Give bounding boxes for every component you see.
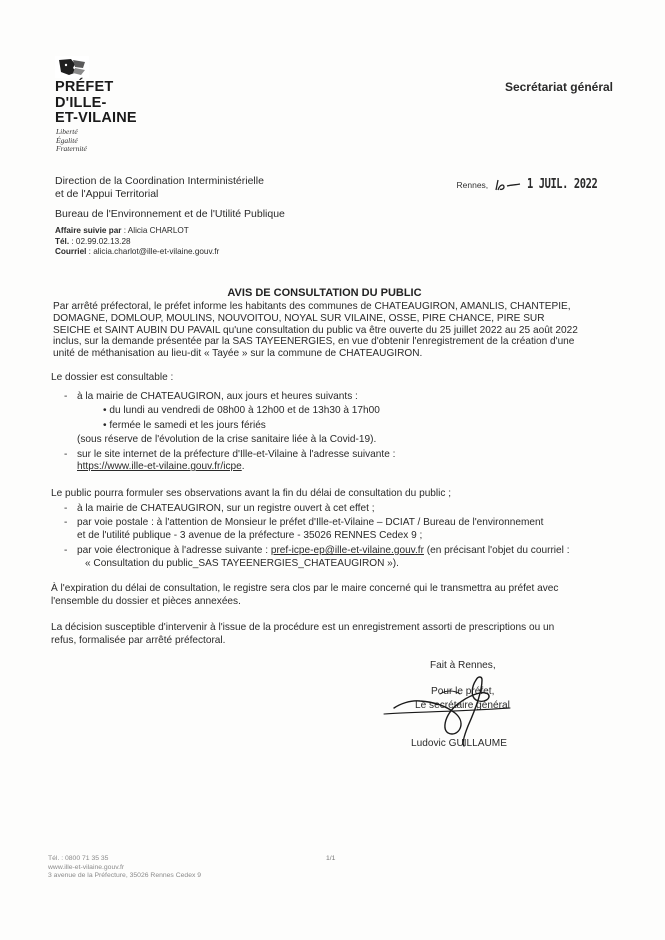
intro-line: DOMAGNE, DOMLOUP, MOULINS, NOUVOITOU, NOYAL SUR VILAINE, OSSE, PIRE CHANCE, PIRE SUR: [53, 312, 545, 324]
icpe-email-link[interactable]: pref-icpe-ep@ille-et-vilaine.gouv.fr: [270, 545, 424, 556]
motto-fraternite: Fraternité: [56, 144, 87, 153]
footer-line: www.ille-et-vilaine.gouv.fr: [48, 863, 125, 871]
dossier-mairie-item: - à la mairie de CHATEAUGIRON, aux jours et heures suivants :: [77, 391, 358, 403]
signatory-name: Ludovic GUILLAUME: [411, 738, 507, 749]
prefet-title-line: ET-VILAINE: [55, 110, 137, 126]
date-place: Rennes,: [456, 179, 489, 190]
motto-liberte: Liberté: [56, 127, 78, 136]
web-url-line: [77, 461, 245, 473]
obs-postale-address: et de l'utilité publique - 3 avenue de la préfecture - 35026 RENNES Cedex 9 ;: [77, 530, 423, 541]
notice-title-text: AVIS DE CONSULTATION DU PUBLIC: [227, 287, 422, 299]
secretaire-general-role: Le secrétaire général: [415, 700, 510, 711]
handwritten-le-icon: [493, 178, 523, 192]
obs-elec-prefix: par voie électronique à l'adresse suivante :: [77, 545, 271, 556]
secretariat-general: Secrétariat général: [504, 80, 613, 94]
contact-label: Affaire suivie par: [55, 226, 122, 235]
intro-line: unité de méthanisation au lieu-dit « Tayée » sur la commune de CHATEAUGIRON.: [53, 348, 423, 360]
intro-line: Par arrêté préfectoral, le préfet informe les habitants des communes de CHATEAUGIRON, AMANLIS, CHANTEPIE,: [53, 301, 571, 312]
obs-electronique-item: [77, 545, 570, 557]
intro-line: inclus, sur la demande présentée par la SAS TAYEENERGIES, en vue d'obtenir l'enregistrement de la création d'une: [53, 336, 575, 348]
dossier-web-item: - sur le site internet de la préfecture d'Ille-et-Vilaine à l'adresse suivante :: [77, 449, 395, 461]
date-stamp: 1 JUIL. 2022: [527, 177, 598, 193]
motto-egalite: Égalité: [56, 135, 78, 145]
decision-line: refus, formalisée par arrêté préfectoral.: [51, 635, 226, 646]
prefet-title-line: D'ILLE-: [55, 94, 107, 111]
public-heading: Le public pourra formuler ses observations avant la fin du délai de consultation du public ;: [51, 488, 452, 499]
date-line: [457, 176, 616, 194]
web-url-end: .: [241, 461, 245, 472]
prefet-title-line: PRÉFET: [55, 79, 114, 95]
contact-value: : alicia.charlot@ille-et-vilaine.gouv.fr: [86, 247, 220, 256]
contact-line-agent: [55, 226, 219, 237]
bureau-name: Bureau de l'Environnement et de l'Utilité Publique: [55, 208, 285, 220]
footer-line: 3 avenue de la Préfecture, 35026 Rennes Cedex 9: [48, 872, 202, 879]
footer-line: Tél. : 0800 71 35 35: [48, 855, 109, 862]
direction-line: Direction de la Coordination Interministérielle: [55, 175, 264, 187]
decision-line: La décision susceptible d'intervenir à l'issue de la procédure est un enregistrement assorti de prescriptions ou un: [51, 622, 555, 633]
notice-intro: [53, 301, 613, 360]
page-number: 1/1: [326, 855, 336, 862]
notice-title: [0, 287, 665, 299]
contact-block: [55, 226, 219, 258]
obs-elec-suffix: (en précisant l'objet du courriel :: [423, 545, 570, 556]
contact-label: Courriel: [55, 247, 87, 256]
obs-postale-item: - par voie postale : à l'attention de Monsieur le préfet d'Ille-et-Vilaine – DCIAT / Bureau de l'environnement: [77, 517, 543, 529]
footer-contact: [48, 855, 201, 881]
obs-registre-item: - à la mairie de CHATEAUGIRON, sur un registre ouvert à cet effet ;: [77, 503, 375, 515]
contact-label: Tél.: [55, 236, 70, 246]
contact-value: : Alicia CHARLOT: [121, 226, 189, 235]
contact-value: : 02.99.02.13.28: [69, 236, 131, 246]
prefecture-icpe-link[interactable]: https://www.ille-et-vilaine.gouv.fr/icpe: [77, 461, 242, 472]
pour-le-prefet: Pour le préfet,: [431, 686, 495, 697]
expiration-line: l'ensemble du dossier et pièces annexées.: [51, 596, 241, 607]
handwritten-signature-icon: [380, 668, 520, 750]
republic-motto: [56, 128, 87, 154]
dossier-heading: Le dossier est consultable :: [51, 372, 174, 383]
hours-weekend: • fermée le samedi et les jours fériés: [103, 420, 266, 431]
direction-line: et de l'Appui Territorial: [55, 188, 159, 200]
contact-line-phone: [55, 237, 219, 248]
obs-electronique-subject: « Consultation du public_SAS TAYEENERGIES_CHATEAUGIRON »).: [85, 558, 399, 569]
marianne-logo-icon: [55, 56, 89, 78]
fait-a-rennes: Fait à Rennes,: [430, 660, 496, 671]
hours-weekdays: • du lundi au vendredi de 08h00 à 12h00 et de 13h30 à 17h00: [103, 405, 380, 416]
covid-note: (sous réserve de l'évolution de la crise sanitaire liée à la Covid-19).: [77, 434, 377, 445]
expiration-line: À l'expiration du délai de consultation, le registre sera clos par le maire concerné qui le transmettra au préfet avec: [51, 583, 559, 594]
prefet-title: [55, 80, 137, 127]
contact-line-email: [55, 247, 219, 258]
direction-block: [55, 175, 264, 201]
intro-line: SEICHE et SAINT AUBIN DU PAVAIL qu'une consultation du public va être ouverte du 25 juillet 2022 au 25 août 2022: [53, 324, 578, 336]
